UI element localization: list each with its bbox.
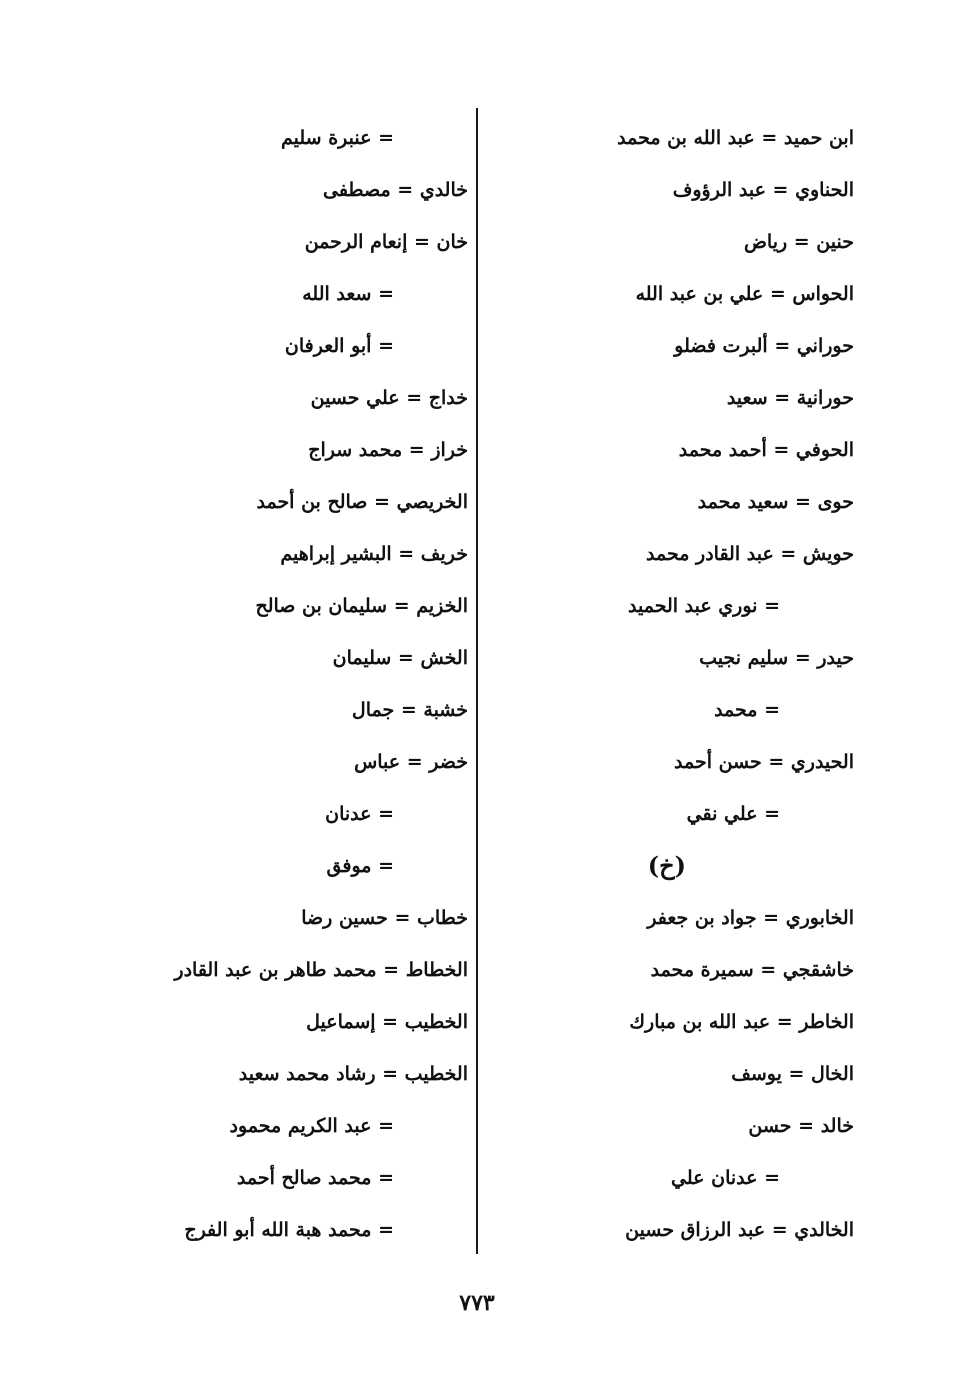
index-entry: = عدنان علي	[671, 1167, 780, 1189]
index-entry: خالد = حسن	[748, 1115, 854, 1137]
index-entry: خان = إنعام الرحمن	[304, 231, 468, 253]
index-entry: ابن حميد = عبد الله بن محمد	[617, 127, 854, 149]
index-entry: خشبة = جمال	[351, 699, 468, 721]
index-entry: = عبد الكريم محمود	[229, 1115, 394, 1137]
index-entry: الخريصي = صالح بن أحمد	[256, 491, 468, 513]
index-column-right	[474, 112, 854, 1256]
index-entry: خضر = عباس	[354, 751, 468, 773]
index-entry: الحناوي = عبد الرؤوف	[672, 179, 854, 201]
index-entry: خريف = البشير إبراهيم	[280, 543, 468, 565]
index-entry: خاشقجي = سميرة محمد	[650, 959, 854, 981]
index-entry: = محمد هبة الله أبو الفرج	[184, 1219, 394, 1241]
index-entry: الخطيب = رشاد محمد سعيد	[238, 1063, 468, 1085]
index-column-left	[88, 112, 468, 1256]
column-divider	[476, 108, 478, 1254]
index-entry: حيدر = سليم نجيب	[699, 647, 854, 669]
index-entry: الخزيم = سليمان بن صالح	[255, 595, 468, 617]
index-entry: = عنبرة سليم	[281, 127, 394, 149]
index-entry: خالدي = مصطفى	[322, 179, 468, 201]
index-entry: الخش = سليمان	[332, 647, 468, 669]
index-entry: الحوفي = أحمد محمد	[678, 439, 854, 461]
index-entry: حورانية = سعيد	[726, 387, 854, 409]
index-entry: الحيدري = حسن أحمد	[674, 751, 854, 773]
index-entry: الخابوري = جواد بن جعفر	[647, 907, 854, 929]
index-entry: الخالدي = عبد الرزاق حسين	[625, 1219, 854, 1241]
index-entry: = محمد	[714, 699, 780, 721]
index-entry: خطاب = حسين رضا	[301, 907, 468, 929]
index-entry: = محمد صالح أحمد	[236, 1167, 394, 1189]
index-entry: الخاطر = عبد الله بن مبارك	[629, 1011, 854, 1033]
index-entry: = أبو العرفان	[284, 335, 394, 357]
index-entry: خراز = محمد سراج	[308, 439, 468, 461]
index-entry: حويش = عبد القادر محمد	[646, 543, 854, 565]
index-entry: الخطاط = محمد طاهر بن عبد القادر	[174, 959, 468, 981]
index-entry: = سعد الله	[302, 283, 394, 305]
section-heading: (خ)	[647, 851, 686, 880]
index-entry: حوى = سعيد محمد	[697, 491, 854, 513]
index-entry: = موفق	[326, 855, 394, 877]
index-entry: خداج = علي حسين	[310, 387, 468, 409]
index-entry: الخطيب = إسماعيل	[306, 1011, 468, 1033]
index-entry: = علي نقي	[686, 803, 780, 825]
index-entry: حنين = رياض	[743, 231, 854, 253]
index-entry: = نوري عبد الحميد	[628, 595, 780, 617]
index-entry: الحواس = علي بن عبد الله	[635, 283, 854, 305]
index-entry: الخال = يوسف	[731, 1063, 854, 1085]
index-entry: حوراني = ألبرت فضلو	[674, 335, 854, 357]
index-entry: = عدنان	[325, 803, 394, 825]
page-number: ٧٧٣	[459, 1290, 495, 1316]
